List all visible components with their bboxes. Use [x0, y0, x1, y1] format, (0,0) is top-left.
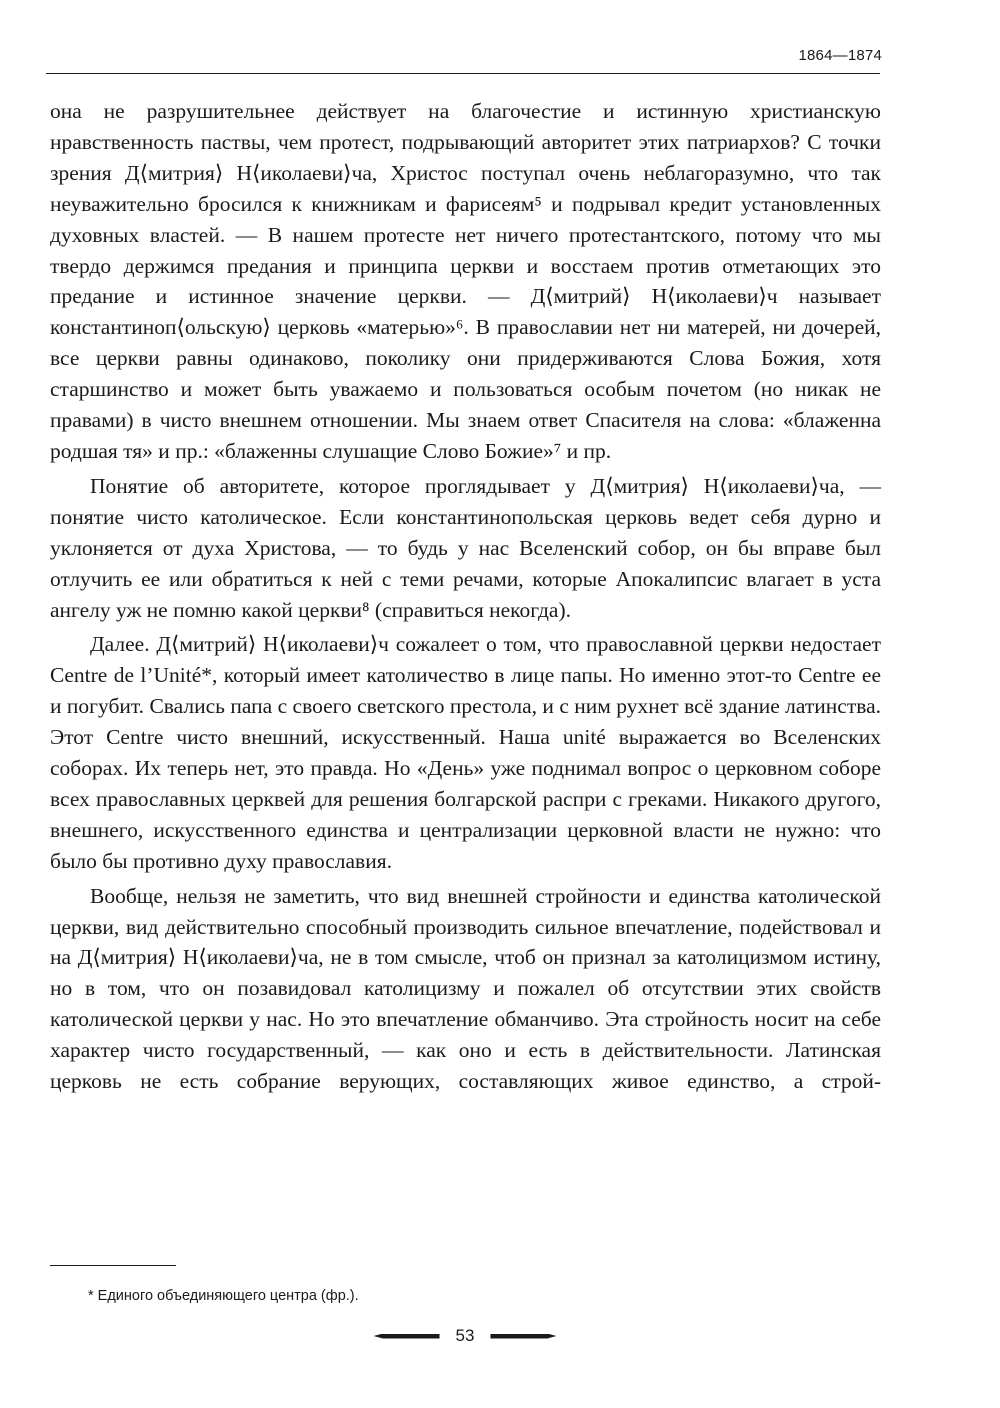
paragraph-2: Понятие об авторитете, которое проглядывает у Д⟨митрия⟩ Н⟨иколаеви⟩ча, — понятие чисто католическое. Если константинопольская церковь ведет себя дурно и уклоняется от духа Христова, — то будь у нас Вселенский собор, он бы вправе был отлучить ее или обратиться к ней с теми речами, которые Апокалипсис влагает в уста ангелу уж не помню какой церкви⁸ (справиться некогда). [50, 473, 881, 622]
body-text [50, 96, 881, 1097]
paragraph-1: она не разрушительнее действует на благочестие и истинную христианскую нравственность паствы, чем протест, подрывающий авторитет этих патриархов? С точки зрения Д⟨митрия⟩ Н⟨иколаеви⟩ча, Христос поступал очень неблагоразумно, что так неуважительно бросился к книжникам и фарисеям⁵ и подрывал кредит установленных духовных властей. — В нашем протесте нет ничего протестантского, потому что мы твердо держимся предания и принципа церкви и восстаем против отметающих это предание и истинное значение церкви. — Д⟨митрий⟩ Н⟨иколаеви⟩ч называет константиноп⟨ольскую⟩ церковь «матерью»⁶. В православии нет ни матерей, ни дочерей, все церкви равны одинаково, поколику они придерживаются Слова Божия, хотя старшинство и может быть уважаемо и пользоваться особым почетом (но никак не правами) в чисто внешнем отношении. Мы знаем ответ Спасителя на слова: «блаженна родшая тя» и пр.: «блаженны слушащие Слово Божие»⁷ и пр. [50, 99, 881, 463]
paragraph-4: Вообще, нельзя не заметить, что вид внешней стройности и единства католической церкви, вид действительно способный производить сильное впечатление, подействовал и на Д⟨митрия⟩ Н⟨иколаеви⟩ча, не в том смысле, чтоб он признал за католицизмом истину, но в том, что он позавидовал католицизму и пожалел об отсутствии этих свойств католической церкви у нас. Но это впечатление обманчиво. Эта стройность носит на себе характер чисто государственный, — как оно и есть в действительности. Латинская церковь не есть собрание верующих, составляющих живое единство, а строй- [50, 883, 881, 1094]
paragraph-3: Далее. Д⟨митрий⟩ Н⟨иколаеви⟩ч сожалеет о том, что православной церкви недостает Centre de l’Unité*, который имеет католичество в лице папы. Но именно этот-то Centre ее и погубит. Свались папа с своего светского престола, и с ним рухнет всё здание латинства. Этот Centre чисто внешний, искусственный. Наша unité выражается во Вселенских соборах. Их теперь нет, это правда. Но «День» уже поднимал вопрос о церковном соборе всех православных церквей для решения болгарской распри с греками. Никакого другого, внешнего, искусственного единства и централизации церковной власти не нужно: что было бы противно духу православия. [50, 632, 881, 873]
footnote: * Единого объединяющего центра (фр.). [88, 1288, 359, 1304]
header-rule [46, 73, 880, 74]
page-number: 53 [455, 1326, 475, 1345]
footer-ornament-left [374, 1334, 440, 1339]
footnote-rule [50, 1265, 176, 1266]
running-head-years: 1864—1874 [798, 47, 882, 64]
footer-ornament-right [490, 1334, 556, 1339]
page-footer [0, 1326, 930, 1346]
